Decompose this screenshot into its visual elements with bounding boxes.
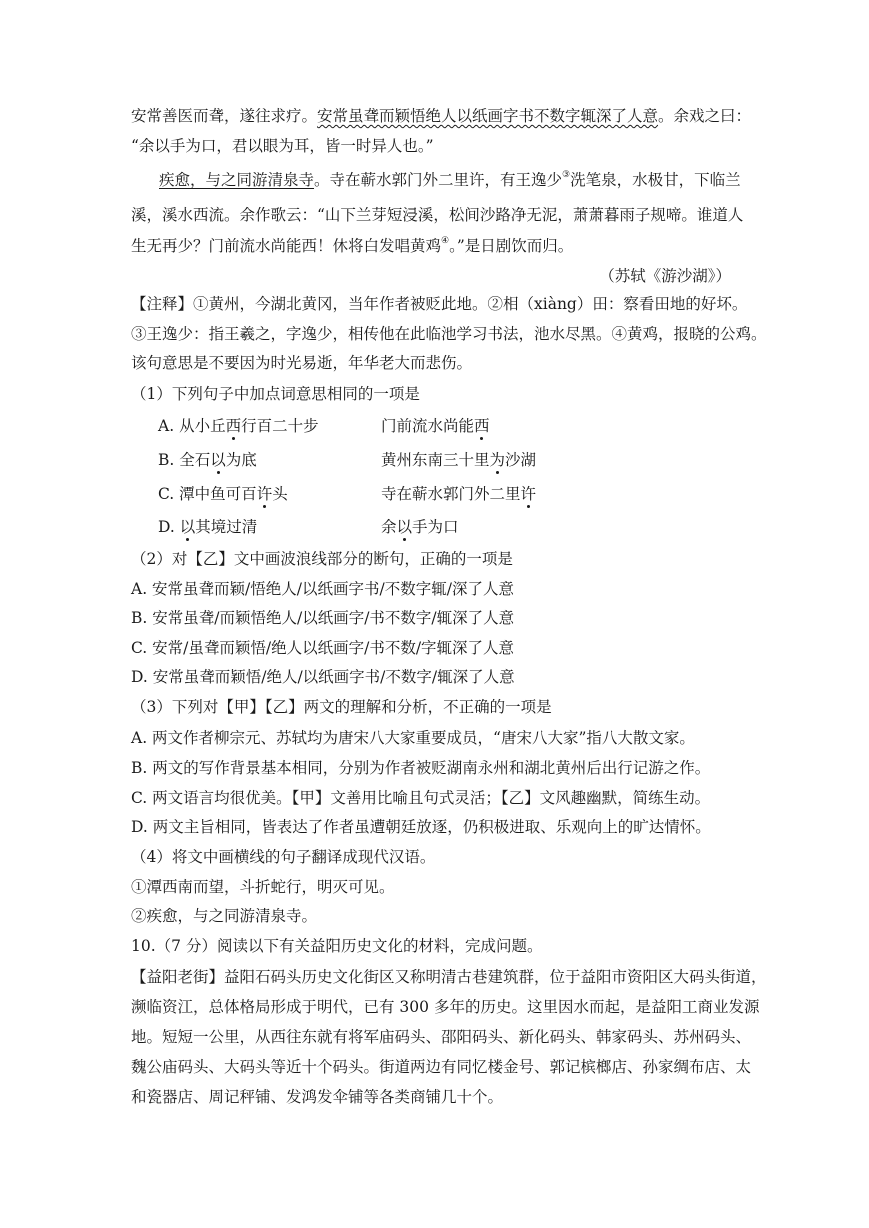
- passage-text: 生无再少？门前流水尚能西！休将白发唱黄鸡: [131, 237, 442, 255]
- straight-underlined-sentence: 疾愈，与之同游清泉寺: [159, 171, 315, 189]
- wavy-underlined-sentence: 安常虽聋而颖悟绝人以纸画字书不数字辄深了人意: [317, 107, 659, 125]
- question-2-option-b: B. 安常虽聋/而颖悟绝人/以纸画字/书不数字/辄深了人意: [131, 609, 515, 627]
- material-line-3: 地。短短一公里，从西往东就有将军庙码头、邵阳码头、新化码头、韩家码头、苏州码头、: [131, 1028, 752, 1046]
- dotted-word: 许: [256, 485, 273, 503]
- option-letter: D.: [158, 518, 175, 536]
- question-4-stem: （4）将文中画横线的句子翻译成现代汉语。: [131, 848, 436, 866]
- question-3-option-c: C. 两文语言均很优美。【甲】文善用比喻且句式灵活；【乙】文风趣幽默，简练生动。: [131, 789, 711, 807]
- option-letter: A.: [158, 417, 175, 435]
- question-2-option-a: A. 安常虽聋而颖/悟绝人/以纸画字书/不数字辄/深了人意: [131, 580, 514, 598]
- question-2-option-d: D. 安常虽聋而颖悟/绝人/以纸画字书/不数字/辄深了人意: [131, 668, 515, 686]
- notes-line-2: ③王逸少：指王羲之，字逸少，相传他在此临池学习书法，池水尽黑。④黄鸡，报晓的公鸡。: [131, 325, 767, 343]
- option-left-sentence: 从小丘西行百二十步: [179, 417, 319, 435]
- option-left-sentence: 全石以为底: [179, 451, 257, 469]
- material-line-5: 和瓷器店、周记秤铺、发鸿发伞铺等各类商铺几十个。: [131, 1088, 504, 1106]
- passage-text: 。”是日剧饮而归。: [449, 237, 574, 255]
- option-right-sentence: 黄州东南三十里为沙湖: [381, 451, 537, 469]
- question-3-option-d: D. 两文主旨相同，皆表达了作者虽遭朝廷放逐，仍积极进取、乐观向上的旷达情怀。: [131, 818, 711, 836]
- passage-text: 。余戏之曰：: [658, 107, 752, 125]
- notes-line-1: 【注释】①黄州，今湖北黄冈，当年作者被贬此地。②相（xiàng）田：察看田地的好坏。: [131, 295, 748, 313]
- question-2-stem: （2）对【乙】文中画波浪线部分的断句，正确的一项是: [131, 550, 513, 568]
- question-10-stem: 10.（7 分）阅读以下有关益阳历史文化的材料，完成问题。: [131, 937, 543, 955]
- option-right-sentence: 寺在蕲水郭门外二里许: [381, 485, 537, 503]
- passage-line-2: “余以手为口，君以眼为耳，皆一时异人也。”: [131, 137, 434, 155]
- option-letter: B.: [158, 451, 175, 469]
- passage-text: 洗笔泉，水极甘，下临兰: [570, 171, 741, 189]
- dotted-word: 西: [225, 417, 242, 435]
- passage-text: 。寺在蕲水郭门外二里许，有王逸少: [314, 171, 563, 189]
- question-4-item-2: ②疾愈，与之同游清泉寺。: [131, 907, 318, 925]
- dotted-word: 为: [489, 451, 506, 469]
- dotted-word: 西: [474, 417, 490, 435]
- passage-line-4: 溪，溪水西流。余作歌云：“山下兰芽短浸溪，松间沙路净无泥，萧萧暮雨子规啼。谁道人: [131, 206, 744, 224]
- dotted-word: 以: [396, 518, 413, 536]
- question-1-stem: （1）下列句子中加点词意思相同的一项是: [131, 385, 420, 403]
- question-1-option-b: [158, 450, 718, 470]
- footnote-marker: ④: [441, 236, 450, 246]
- dotted-word: 许: [520, 485, 537, 503]
- material-line-1: 【益阳老街】益阳石码头历史文化街区又称明清古巷建筑群，位于益阳市资阳区大码头街道，: [131, 968, 767, 986]
- option-letter: C.: [158, 485, 175, 503]
- passage-line-1: [131, 106, 752, 126]
- option-right-sentence: 余以手为口: [381, 518, 459, 536]
- dotted-word: 以: [210, 451, 226, 469]
- passage-line-3: [159, 170, 769, 190]
- question-1-option-c: [158, 484, 718, 504]
- question-1-option-a: [158, 416, 718, 436]
- option-right-sentence: 门前流水尚能西: [381, 417, 490, 435]
- question-1-option-d: [158, 517, 718, 537]
- question-3-option-b: B. 两文的写作背景基本相同，分别为作者被贬湖南永州和湖北黄州后出行记游之作。: [131, 759, 711, 777]
- option-left-sentence: 潭中鱼可百许头: [179, 485, 288, 503]
- question-2-option-c: C. 安常/虽聋而颖悟/绝人以纸画字/书不数/字辄深了人意: [131, 639, 515, 657]
- passage-text: 安常善医而聋，遂往求疗。: [131, 107, 318, 125]
- option-left-sentence: 以其境过清: [179, 518, 258, 536]
- material-line-2: 濒临资江，总体格局形成于明代，已有 300 多年的历史。这里因水而起，是益阳工商业发源: [131, 998, 760, 1016]
- question-4-item-1: ①潭西南而望，斗折蛇行，明灭可见。: [131, 878, 395, 896]
- material-line-4: 魏公庙码头、大码头等近十个码头。街道两边有同忆楼金号、郭记槟榔店、孙家绸布店、太: [131, 1058, 752, 1076]
- passage-line-5: [131, 236, 741, 256]
- question-3-option-a: A. 两文作者柳宗元、苏轼均为唐宋八大家重要成员，“唐宋八大家”指八大散文家。: [131, 729, 695, 747]
- question-3-stem: （3）下列对【甲】【乙】两文的理解和分析，不正确的一项是: [131, 698, 552, 716]
- notes-line-3: 该句意思是不要因为时光易逝，年华老大而悲伤。: [131, 354, 473, 372]
- dotted-word: 以: [179, 518, 196, 536]
- footnote-marker: ③: [562, 170, 571, 180]
- passage-source: （苏轼《游沙湖》）: [599, 267, 731, 285]
